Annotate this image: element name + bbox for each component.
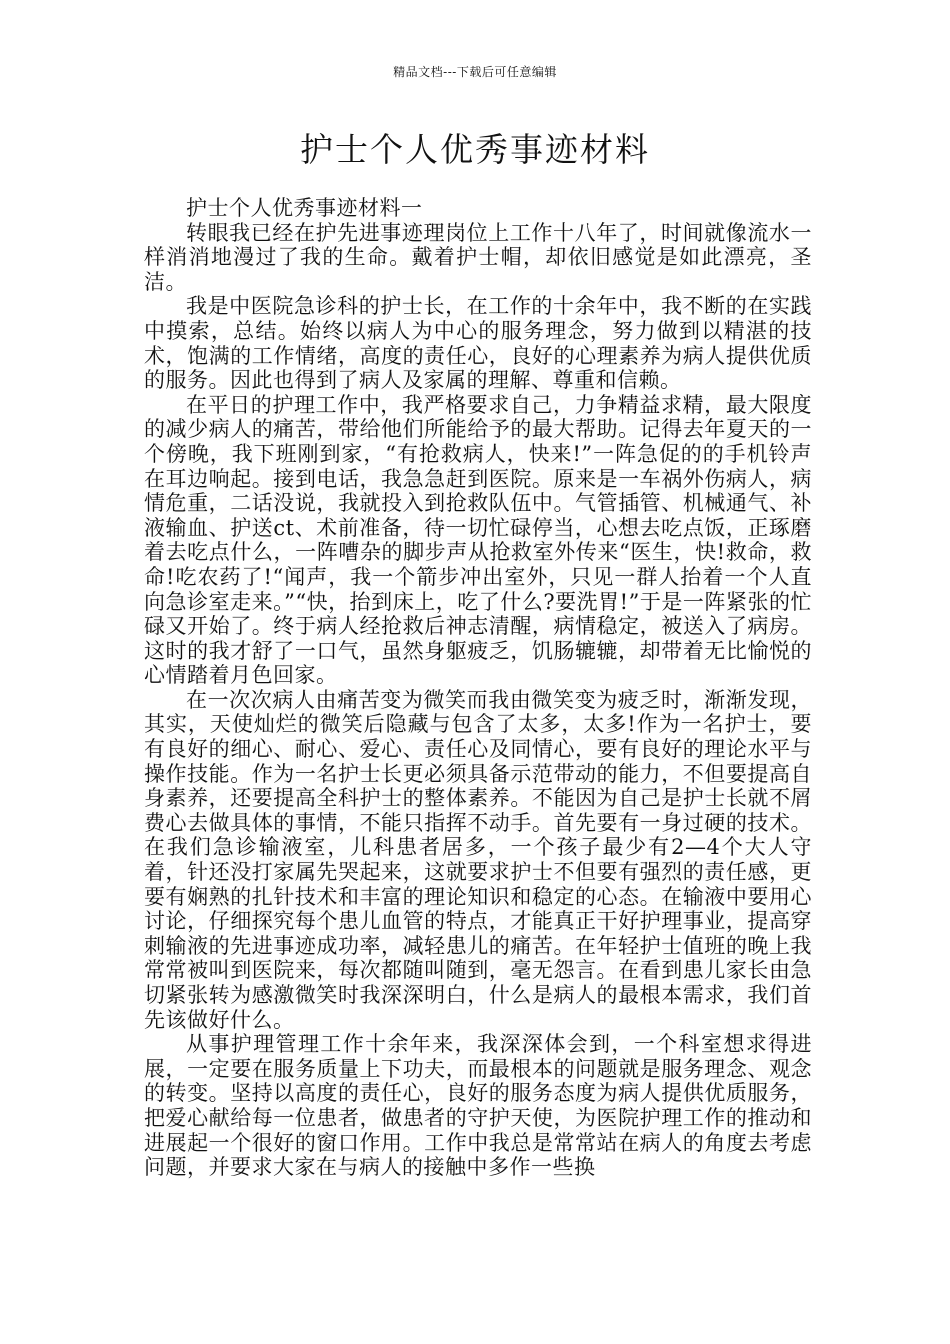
paragraph: 在一次次病人由痛苦变为微笑而我由微笑变为疲乏时，渐渐发现，其实，天使灿烂的微笑后隐藏与包含了太多，太多!作为一名护士，要有良好的细心、耐心、爱心、责任心及同情心，要有良好的理论水平与操作技能。作为一名护士长更必须具备示范带动的能力，不但要提高自身素养，还要提高全科护士的整体素养。不能因为自己是护士长就不屑费心去做具体的事情，不能只指挥不动手。首先要有一身过硬的技术。在我们急诊输液室，儿科患者居多，一个孩子最少有2—4个大人守着，针还没打家属先哭起来，这就要求护士不但要有强烈的责任感，更要有娴熟的扎针技术和丰富的理论知识和稳定的心态。在输液中要用心讨论，仔细探究每个患儿血管的特点，才能真正干好护理事业，提高穿刺输液的先进事迹成功率，减轻患儿的痛苦。在年轻护士值班的晚上我常常被叫到医院来，每次都随叫随到，毫无怨言。在看到患儿家长由急切紧张转为感激微笑时我深深明白，什么是病人的最根本需求，我们首先该做好什么。 [144, 687, 812, 1032]
document-title: 护士个人优秀事迹材料 [300, 130, 650, 169]
paragraph-subtitle: 护士个人优秀事迹材料一 [186, 196, 423, 220]
paragraph: 在平日的护理工作中，我严格要求自己，力争精益求精，最大限度的减少病人的痛苦，带给他们所能给予的最大帮助。记得去年夏天的一个傍晚，我下班刚到家，“有抢救病人，快来!”一阵急促的的手机铃声在耳边响起。接到电话，我急急赶到医院。原来是一车祸外伤病人，病情危重，二话没说，我就投入到抢救队伍中。气管插管、机械通气、补液输血、护送ct、术前准备，待一切忙碌停当，心想去吃点饭，正琢磨着去吃点什么，一阵嘈杂的脚步声从抢救室外传来“医生，快!救命，救命!吃农药了!“闻声，我一个箭步冲出室外，只见一群人抬着一个人直向急诊室走来。”“快，抬到床上，吃了什么?要洗胃!”于是一阵紧张的忙碌又开始了。终于病人经抢救后神志清醒，病情稳定，被送入了病房。这时的我才舒了一口气，虽然身躯疲乏，饥肠辘辘，却带着无比愉悦的心情踏着月色回家。 [144, 392, 812, 688]
paragraph: 从事护理管理工作十余年来，我深深体会到，一个科室想求得进展，一定要在服务质量上下功夫，而最根本的问题就是服务理念、观念的转变。坚持以高度的责任心，良好的服务态度为病人提供优质服务，把爱心献给每一位患者，做患者的守护天使，为医院护理工作的推动和进展起一个很好的窗口作用。工作中我总是常常站在病人的角度去考虑问题，并要求大家在与病人的接触中多作一些换 [144, 1032, 812, 1180]
document-body [144, 196, 812, 1180]
header-note: 精品文档---下载后可任意编辑 [393, 65, 557, 79]
paragraph: 我是中医院急诊科的护士长，在工作的十余年中，我不断的在实践中摸索，总结。始终以病人为中心的服务理念，努力做到以精湛的技术，饱满的工作情绪，高度的责任心，良好的心理素养为病人提供优质的服务。因此也得到了病人及家属的理解、尊重和信赖。 [144, 294, 812, 393]
paragraph: 转眼我已经在护先进事迹理岗位上工作十八年了，时间就像流水一样消消地漫过了我的生命。戴着护士帽，却依旧感觉是如此漂亮，圣洁。 [144, 220, 812, 294]
